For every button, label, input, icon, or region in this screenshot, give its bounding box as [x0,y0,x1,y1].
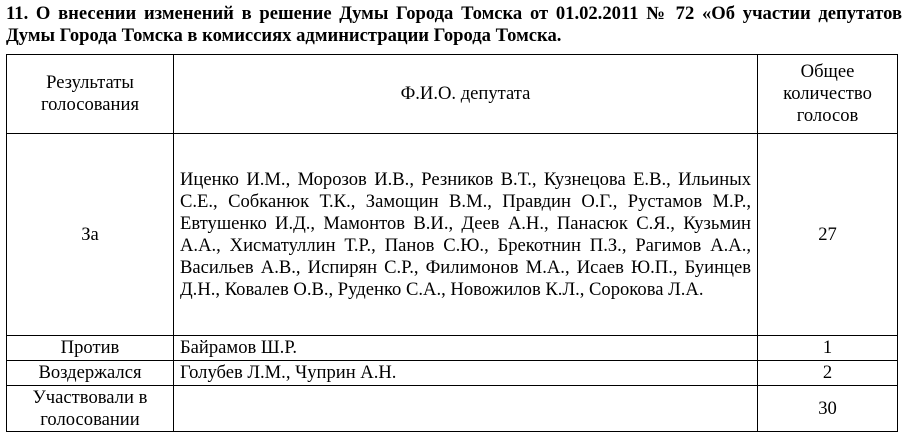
cell-result: Против [7,336,174,361]
cell-result: За [7,134,174,336]
cell-names: Иценко И.М., Морозов И.В., Резников В.Т., Кузнецова Е.В., Ильиных С.Е., Собканюк Т.К., Замощин В.М., Правдин О.Г., Рустамов М.Р., Евтушенко И.Д., Мамонтов В.И., Деев А.Н., Панасюк С.Я., Кузьмин А.А., Хисматуллин Т.Р., Панов С.Ю., Брекотнин П.З., Рагимов А.А., Васильев А.В., Испирян С.Р., Филимонов М.А., Исаев Ю.П., Буинцев Д.Н., Ковалев О.В., Руденко С.А., Новожилов К.Л., Сорокова Л.А. [174,134,758,336]
cell-total: 27 [758,134,898,336]
document-heading: 11. О внесении изменений в решение Думы Города Томска от 01.02.2011 № 72 «Об участии депутатов Думы Города Томска в комиссиях администрации Города Томска. [6,3,902,46]
cell-result: Участвовали в голосовании [7,386,174,432]
header-names: Ф.И.О. депутата [174,55,758,134]
header-result: Результаты голосования [7,55,174,134]
table-row-for [7,134,898,336]
table-header-row [7,55,898,134]
cell-total: 30 [758,386,898,432]
header-total: Общее количество голосов [758,55,898,134]
cell-names: Байрамов Ш.Р. [174,336,758,361]
cell-total: 1 [758,336,898,361]
cell-result: Воздержался [7,361,174,386]
table-row-against [7,336,898,361]
cell-total: 2 [758,361,898,386]
cell-names: Голубев Л.М., Чуприн А.Н. [174,361,758,386]
table-row-participated [7,386,898,432]
table-row-abstained [7,361,898,386]
cell-names [174,386,758,432]
voting-results-table [6,54,898,432]
